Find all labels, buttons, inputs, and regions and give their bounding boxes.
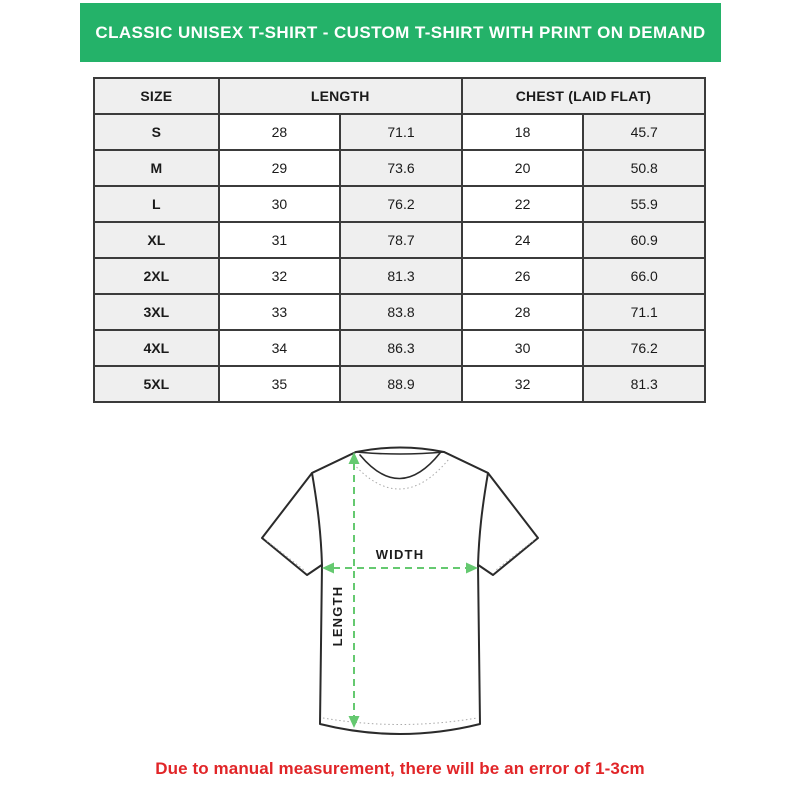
- chest-in-cell: 20: [462, 150, 584, 186]
- chest-cm-cell: 60.9: [583, 222, 705, 258]
- size-cell: S: [94, 114, 219, 150]
- chest-in-cell: 28: [462, 294, 584, 330]
- table-row: [94, 258, 705, 294]
- size-table-container: [93, 77, 706, 403]
- width-label: WIDTH: [375, 547, 425, 562]
- length-in-cell: 31: [219, 222, 341, 258]
- chest-in-cell: 22: [462, 186, 584, 222]
- length-label: LENGTH: [330, 585, 345, 647]
- chest-cm-cell: 66.0: [583, 258, 705, 294]
- measurement-note: Due to manual measurement, there will be an error of 1-3cm: [155, 759, 645, 778]
- length-cm-cell: 71.1: [340, 114, 462, 150]
- table-header-row: [94, 78, 705, 114]
- table-row: [94, 186, 705, 222]
- size-cell: 3XL: [94, 294, 219, 330]
- length-in-cell: 34: [219, 330, 341, 366]
- length-column-header: LENGTH: [219, 78, 462, 114]
- length-in-cell: 35: [219, 366, 341, 402]
- chest-in-cell: 26: [462, 258, 584, 294]
- title-banner: [80, 3, 721, 62]
- tshirt-diagram: [250, 433, 550, 745]
- size-cell: 2XL: [94, 258, 219, 294]
- length-in-cell: 30: [219, 186, 341, 222]
- table-row: [94, 150, 705, 186]
- table-row: [94, 222, 705, 258]
- chest-in-cell: 30: [462, 330, 584, 366]
- length-in-cell: 33: [219, 294, 341, 330]
- length-cm-cell: 73.6: [340, 150, 462, 186]
- length-in-cell: 32: [219, 258, 341, 294]
- table-row: [94, 114, 705, 150]
- length-cm-cell: 86.3: [340, 330, 462, 366]
- chest-in-cell: 18: [462, 114, 584, 150]
- size-cell: XL: [94, 222, 219, 258]
- chest-cm-cell: 45.7: [583, 114, 705, 150]
- chest-in-cell: 24: [462, 222, 584, 258]
- length-in-cell: 28: [219, 114, 341, 150]
- length-cm-cell: 88.9: [340, 366, 462, 402]
- length-cm-cell: 81.3: [340, 258, 462, 294]
- chest-cm-cell: 50.8: [583, 150, 705, 186]
- size-cell: L: [94, 186, 219, 222]
- page-title: CLASSIC UNISEX T-SHIRT - CUSTOM T-SHIRT WITH PRINT ON DEMAND: [95, 22, 706, 42]
- size-table: [93, 77, 706, 403]
- table-row: [94, 330, 705, 366]
- table-row: [94, 294, 705, 330]
- size-cell: 5XL: [94, 366, 219, 402]
- size-table-body: [94, 114, 705, 402]
- size-column-header: SIZE: [94, 78, 219, 114]
- length-in-cell: 29: [219, 150, 341, 186]
- chest-in-cell: 32: [462, 366, 584, 402]
- chest-cm-cell: 71.1: [583, 294, 705, 330]
- chest-cm-cell: 76.2: [583, 330, 705, 366]
- chest-column-header: CHEST (LAID FLAT): [462, 78, 705, 114]
- size-cell: M: [94, 150, 219, 186]
- chest-cm-cell: 81.3: [583, 366, 705, 402]
- size-cell: 4XL: [94, 330, 219, 366]
- table-row: [94, 366, 705, 402]
- chest-cm-cell: 55.9: [583, 186, 705, 222]
- length-cm-cell: 83.8: [340, 294, 462, 330]
- length-cm-cell: 76.2: [340, 186, 462, 222]
- length-cm-cell: 78.7: [340, 222, 462, 258]
